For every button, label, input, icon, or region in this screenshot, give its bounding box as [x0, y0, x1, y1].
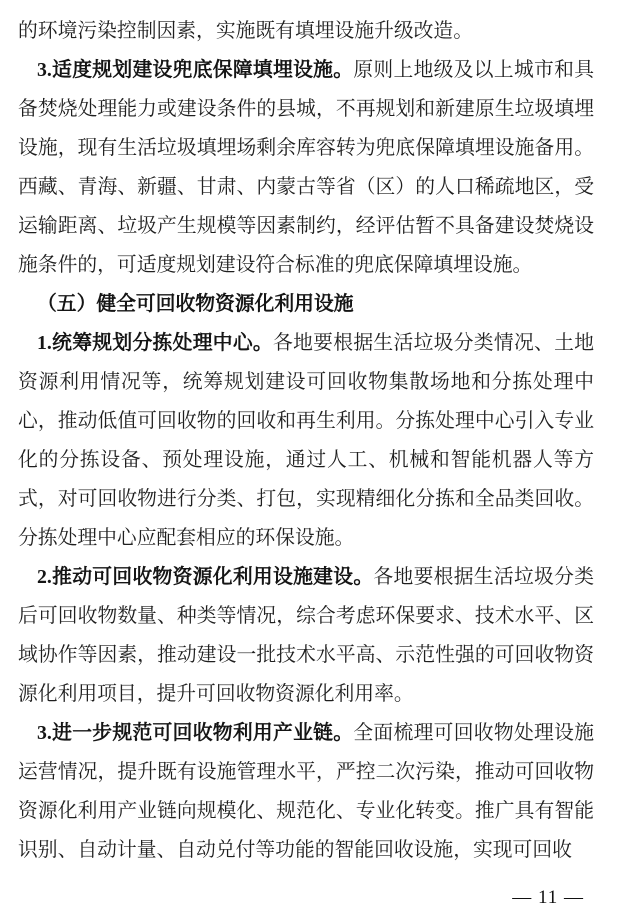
- section-heading: [18, 285, 594, 324]
- lead-emphasis-text: 2.推动可回收物资源化利用设施建设。: [37, 566, 374, 588]
- body-text: 的环境污染控制因素，实施既有填埋设施升级改造。: [18, 20, 473, 42]
- lead-emphasis-text: 3.适度规划建设兜底保障填埋设施。: [37, 59, 354, 81]
- paragraph: [18, 714, 594, 870]
- paragraph: [18, 558, 594, 714]
- lead-emphasis-text: （五）健全可回收物资源化利用设施: [37, 293, 354, 315]
- body-text: 各地要根据生活垃圾分类情况、土地资源利用情况等，统筹规划建设可回收物集散场地和分拣处理中心，推动低值可回收物的回收和再生利用。分拣处理中心引入专业化的分拣设备、预处理设施，通过人工、机械和智能机器人等方式，对可回收物进行分类、打包，实现精细化分拣和全品类回收。分拣处理中心应配套相应的环保设施。: [18, 332, 594, 549]
- page-number: — 11 —: [512, 887, 584, 908]
- paragraph: [18, 324, 594, 558]
- paragraph: [18, 51, 594, 285]
- lead-emphasis-text: 3.进一步规范可回收物利用产业链。: [37, 722, 354, 744]
- paragraph: [18, 12, 594, 51]
- body-text: 全面梳理可回收物处理设施运营情况，提升既有设施管理水平，严控二次污染，推动可回收物资源化利用产业链向规模化、规范化、专业化转变。推广具有智能识别、自动计量、自动兑付等功能的智能回收设施，实现可回收: [18, 722, 594, 861]
- body-text: 原则上地级及以上城市和具备焚烧处理能力或建设条件的县城，不再规划和新建原生垃圾填埋设施，现有生活垃圾填埋场剩余库容转为兜底保障填埋设施备用。西藏、青海、新疆、甘肃、内蒙古等省（区）的人口稀疏地区，受运输距离、垃圾产生规模等因素制约，经评估暂不具备建设焚烧设施条件的，可适度规划建设符合标准的兜底保障填埋设施。: [18, 59, 594, 276]
- lead-emphasis-text: 1.统筹规划分拣处理中心。: [37, 332, 274, 354]
- body-text: 各地要根据生活垃圾分类后可回收物数量、种类等情况，综合考虑环保要求、技术水平、区域协作等因素，推动建设一批技术水平高、示范性强的可回收物资源化利用项目，提升可回收物资源化利用率。: [18, 566, 594, 705]
- document-body: [18, 12, 594, 870]
